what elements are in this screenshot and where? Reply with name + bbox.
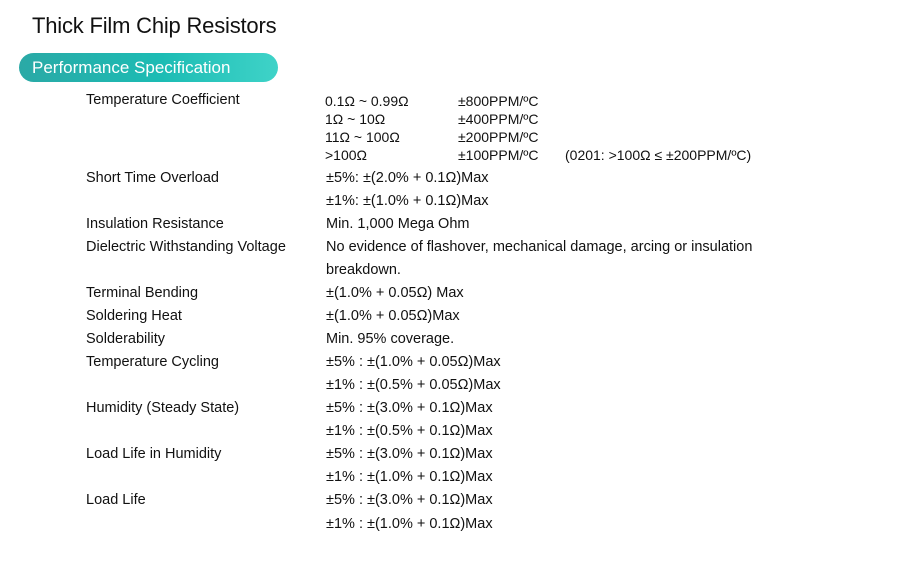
spec-label: Load Life in Humidity [86,446,222,462]
spec-value: ±1% : ±(1.0% + 0.1Ω)Max [326,469,493,485]
tc-range: 0.1Ω ~ 0.99Ω [325,93,409,109]
spec-value: ±5%: ±(2.0% + 0.1Ω)Max [326,170,489,186]
tc-ppm: ±100PPM/ºC [458,147,539,163]
spec-label: Temperature Cycling [86,354,219,370]
tc-note: (0201: >100Ω ≤ ±200PPM/ºC) [565,147,752,163]
spec-value: ±(1.0% + 0.05Ω)Max [326,308,460,324]
spec-value: ±1% : ±(0.5% + 0.1Ω)Max [326,423,493,439]
spec-label: Solderability [86,331,165,347]
page-title: Thick Film Chip Resistors [32,13,277,38]
tc-range: 11Ω ~ 100Ω [325,129,400,145]
spec-value: Min. 95% coverage. [326,331,455,347]
spec-value: ±5% : ±(1.0% + 0.05Ω)Max [326,354,501,370]
spec-label: Temperature Coefficient [86,92,240,108]
tc-range: >100Ω [325,147,367,163]
spec-value: ±(1.0% + 0.05Ω) Max [326,285,464,301]
spec-value: ±5% : ±(3.0% + 0.1Ω)Max [326,400,493,416]
spec-value: ±5% : ±(3.0% + 0.1Ω)Max [326,446,493,462]
spec-label: Soldering Heat [86,308,182,324]
spec-value: breakdown. [326,262,401,278]
spec-label: Insulation Resistance [86,216,224,232]
spec-value: ±5% : ±(3.0% + 0.1Ω)Max [326,492,493,508]
spec-value: No evidence of flashover, mechanical damage, arcing or insulation [326,239,753,255]
spec-value: Min. 1,000 Mega Ohm [326,216,470,232]
tc-ppm: ±400PPM/ºC [458,111,539,127]
spec-label: Terminal Bending [86,285,199,301]
tc-range: 1Ω ~ 10Ω [325,111,386,127]
spec-label: Short Time Overload [86,170,219,186]
spec-label: Dielectric Withstanding Voltage [86,239,286,255]
spec-value: ±1% : ±(1.0% + 0.1Ω)Max [326,516,493,532]
spec-value: ±1%: ±(1.0% + 0.1Ω)Max [326,193,489,209]
section-header: Performance Specification [19,53,278,82]
spec-label: Humidity (Steady State) [86,400,240,416]
tc-ppm: ±200PPM/ºC [458,129,539,145]
spec-value: ±1% : ±(0.5% + 0.05Ω)Max [326,377,501,393]
tc-ppm: ±800PPM/ºC [458,93,539,109]
spec-label: Load Life [86,492,146,508]
